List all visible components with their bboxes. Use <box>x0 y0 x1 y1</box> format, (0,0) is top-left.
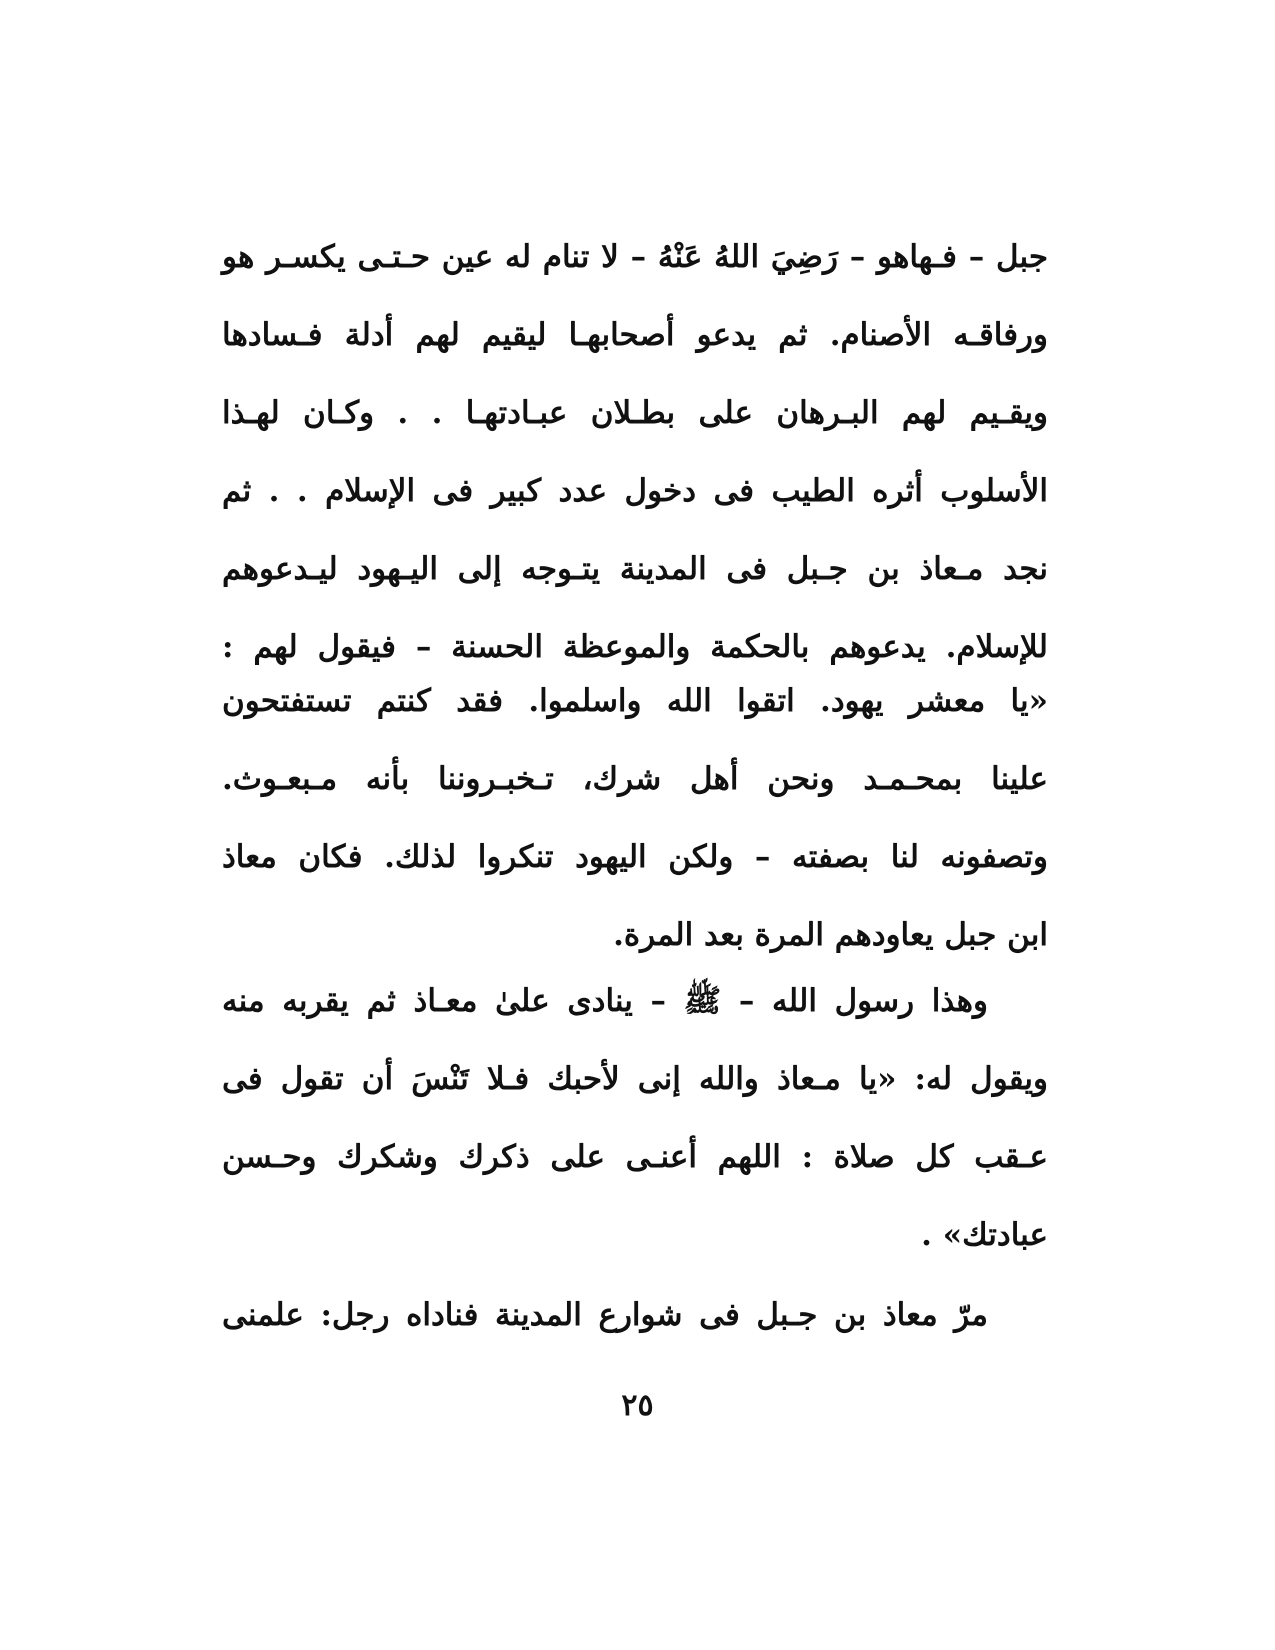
paragraph-2 <box>222 662 1048 974</box>
text-line: وهذا رسول الله – ﷺ – ينادى علىٰ معـاذ ثم يقربه منه <box>222 983 988 1019</box>
page-number: ٢٥ <box>621 1388 654 1423</box>
text-line: ابن جبل يعاودهم المرة بعد المرة. <box>613 917 1048 953</box>
paragraph-3 <box>222 962 1048 1274</box>
paragraph-4 <box>222 1276 1048 1354</box>
text-line: مرّ معاذ بن جـبل فى شوارع المدينة فناداه رجل: علمنى <box>222 1297 988 1333</box>
text-line: ويقول له: «يا مـعاذ والله إنى لأحبك فـلا تَنْسَ أن تقول فى <box>222 1061 1048 1097</box>
text-line: الأسلوب أثره الطيب فى دخول عدد كبير فى الإسلام . . ثم <box>222 473 1048 509</box>
text-line: ورفاقـه الأصنام. ثم يدعو أصحابهـا ليقيم لهم أدلة فـسادها <box>222 317 1048 353</box>
text-line: عـقب كل صلاة : اللهم أعنـى على ذكرك وشكرك وحـسن <box>222 1139 1048 1175</box>
text-line: وتصفونه لنا بصفته – ولكن اليهود تنكروا لذلك. فكان معاذ <box>222 839 1048 875</box>
text-line: عبادتك» . <box>921 1217 1048 1253</box>
text-line: نجد مـعاذ بن جـبل فى المدينة يتـوجه إلى اليـهود ليـدعوهم <box>222 551 1048 587</box>
text-line: «يا معشر يهود. اتقوا الله واسلموا. فقد كنتم تستفتحون <box>222 683 1048 719</box>
text-line: علينا بمحـمـد ونحن أهل شرك، تـخبـروننا بأنه مـبعـوث. <box>222 761 1048 797</box>
text-line: للإسلام. يدعوهم بالحكمة والموعظة الحسنة – فيقول لهم : <box>222 629 1048 665</box>
text-line: جبل – فـهاهو – رَضِيَ اللهُ عَنْهُ – لا تنام له عين حـتـى يكسـر هو <box>222 239 1048 275</box>
text-line: ويقـيم لهم البـرهان على بطـلان عبـادتهـا . . وكـان لهـذا <box>222 395 1048 431</box>
paragraph-1 <box>222 218 1048 686</box>
